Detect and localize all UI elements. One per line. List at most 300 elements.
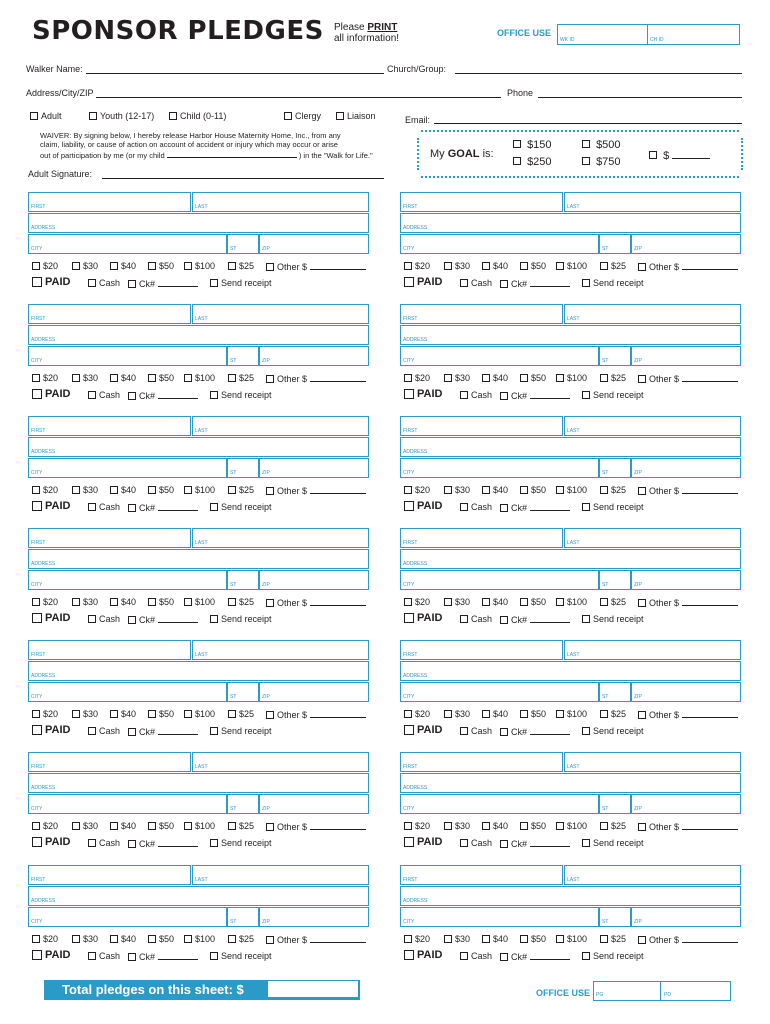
church-group-field[interactable]: [455, 73, 742, 74]
cash-checkbox[interactable]: [88, 951, 120, 961]
category-liaison[interactable]: [336, 111, 376, 121]
amount-25[interactable]: [228, 821, 254, 831]
check-checkbox[interactable]: [500, 726, 570, 737]
amount-40[interactable]: [110, 934, 136, 944]
check-checkbox[interactable]: [128, 951, 198, 962]
address-field[interactable]: [28, 213, 369, 233]
amount-50[interactable]: [148, 261, 174, 271]
amount-20[interactable]: [32, 821, 58, 831]
amount-30[interactable]: [444, 934, 470, 944]
amount-40[interactable]: [110, 373, 136, 383]
first-name-field[interactable]: [400, 865, 563, 885]
amount-30[interactable]: [444, 821, 470, 831]
amount-50[interactable]: [148, 709, 174, 719]
check-checkbox[interactable]: [500, 390, 570, 401]
amount-50[interactable]: [520, 821, 546, 831]
amount-other[interactable]: [266, 261, 366, 272]
amount-40[interactable]: [110, 709, 136, 719]
address-field[interactable]: [400, 886, 741, 906]
zip-field[interactable]: [631, 458, 741, 478]
address-field[interactable]: [400, 213, 741, 233]
amount-50[interactable]: [520, 261, 546, 271]
amount-100[interactable]: [184, 934, 215, 944]
state-field[interactable]: [599, 570, 631, 590]
amount-50[interactable]: [520, 373, 546, 383]
amount-100-label: $100: [195, 373, 216, 383]
amount-other[interactable]: [638, 485, 738, 496]
paid-checkbox[interactable]: [32, 949, 70, 961]
amount-100-label: $100: [195, 934, 216, 944]
amount-20[interactable]: [404, 373, 430, 383]
zip-field[interactable]: [259, 234, 369, 254]
check-number-field[interactable]: [158, 838, 198, 847]
state-field[interactable]: [599, 907, 631, 927]
check-checkbox[interactable]: [128, 502, 198, 513]
paid-checkbox[interactable]: [32, 724, 70, 736]
paid-checkbox[interactable]: [404, 388, 442, 400]
cash-checkbox[interactable]: [460, 390, 492, 400]
cash-checkbox[interactable]: [460, 502, 492, 512]
paid-checkbox[interactable]: [32, 388, 70, 400]
first-name-field[interactable]: [400, 416, 563, 436]
amount-20[interactable]: [404, 934, 430, 944]
state-field[interactable]: [599, 794, 631, 814]
goal-150[interactable]: [513, 139, 552, 151]
checkbox-icon: [500, 616, 508, 624]
amount-100[interactable]: [184, 597, 215, 607]
paid-checkbox[interactable]: [404, 836, 442, 848]
amount-50[interactable]: [520, 934, 546, 944]
address-field[interactable]: [28, 886, 369, 906]
first-name-field[interactable]: [28, 192, 191, 212]
check-number-field[interactable]: [158, 502, 198, 511]
state-field[interactable]: [599, 458, 631, 478]
checkbox-icon: [404, 389, 414, 399]
address-field[interactable]: [96, 97, 501, 98]
amount-100[interactable]: [556, 597, 587, 607]
cash-checkbox[interactable]: [88, 726, 120, 736]
first-name-field[interactable]: [400, 192, 563, 212]
first-name-field[interactable]: [400, 304, 563, 324]
phone-field[interactable]: [538, 97, 742, 98]
category-clergy[interactable]: [284, 111, 321, 121]
cash-checkbox[interactable]: [460, 614, 492, 624]
address-field[interactable]: [400, 549, 741, 569]
last-name-field[interactable]: [192, 304, 369, 324]
paid-checkbox[interactable]: [32, 836, 70, 848]
state-field[interactable]: [227, 234, 259, 254]
amount-100[interactable]: [184, 709, 215, 719]
amount-40[interactable]: [482, 261, 508, 271]
city-field[interactable]: [28, 458, 227, 478]
last-name-field[interactable]: [564, 640, 741, 660]
amount-25[interactable]: [600, 709, 626, 719]
amount-25[interactable]: [228, 709, 254, 719]
first-name-field[interactable]: [28, 528, 191, 548]
address-field[interactable]: [400, 661, 741, 681]
city-field[interactable]: [28, 794, 227, 814]
amount-50-label: $50: [159, 261, 175, 271]
amount-other[interactable]: [266, 934, 366, 945]
zip-field[interactable]: [631, 346, 741, 366]
amount-30[interactable]: [72, 934, 98, 944]
amount-other-field[interactable]: [682, 934, 738, 943]
first-name-field[interactable]: [28, 304, 191, 324]
send-receipt-checkbox[interactable]: [582, 951, 644, 961]
check-number-field[interactable]: [530, 726, 570, 735]
city-field[interactable]: [400, 458, 599, 478]
city-field[interactable]: [28, 570, 227, 590]
check-checkbox[interactable]: [128, 390, 198, 401]
amount-20[interactable]: [32, 934, 58, 944]
goal-750[interactable]: [582, 156, 621, 168]
amount-50[interactable]: [148, 821, 174, 831]
amount-50[interactable]: [520, 597, 546, 607]
amount-other-field[interactable]: [310, 934, 366, 943]
address-label: ADDRESS: [31, 225, 56, 231]
total-field[interactable]: [268, 981, 358, 997]
amount-30[interactable]: [72, 709, 98, 719]
amount-other[interactable]: [638, 709, 738, 720]
send-receipt-checkbox[interactable]: [210, 390, 272, 400]
zip-field[interactable]: [259, 907, 369, 927]
amount-30[interactable]: [72, 597, 98, 607]
city-field[interactable]: [400, 570, 599, 590]
email-field[interactable]: [434, 123, 742, 124]
send-receipt-checkbox[interactable]: [210, 614, 272, 624]
send-receipt-checkbox[interactable]: [210, 502, 272, 512]
send-receipt-checkbox[interactable]: [210, 838, 272, 848]
check-number-field[interactable]: [530, 502, 570, 511]
check-number-field[interactable]: [530, 951, 570, 960]
paid-checkbox[interactable]: [32, 500, 70, 512]
amount-100[interactable]: [556, 261, 587, 271]
child-name-field[interactable]: [167, 149, 297, 158]
first-name-field[interactable]: [400, 528, 563, 548]
first-name-field[interactable]: [28, 416, 191, 436]
amount-40[interactable]: [482, 597, 508, 607]
check-number-field[interactable]: [158, 278, 198, 287]
address-field[interactable]: [28, 437, 369, 457]
last-name-field[interactable]: [564, 304, 741, 324]
zip-field[interactable]: [631, 907, 741, 927]
paid-checkbox[interactable]: [404, 612, 442, 624]
check-number-field[interactable]: [158, 614, 198, 623]
amount-other-label: Other $: [649, 935, 680, 945]
cash-checkbox[interactable]: [88, 502, 120, 512]
amount-20[interactable]: [404, 821, 430, 831]
amount-other-field[interactable]: [682, 597, 738, 606]
city-field[interactable]: [400, 682, 599, 702]
amount-other-label: Other $: [277, 262, 308, 272]
state-field[interactable]: [599, 682, 631, 702]
send-receipt-checkbox[interactable]: [582, 390, 644, 400]
amount-20[interactable]: [32, 485, 58, 495]
zip-field[interactable]: [259, 458, 369, 478]
amount-40[interactable]: [482, 709, 508, 719]
check-number-field[interactable]: [530, 838, 570, 847]
checkbox-icon: [404, 374, 412, 382]
goal-500[interactable]: [582, 139, 621, 151]
amount-100[interactable]: [184, 485, 215, 495]
signature-field[interactable]: [102, 178, 384, 179]
amount-20[interactable]: [32, 709, 58, 719]
state-field[interactable]: [227, 570, 259, 590]
amount-40[interactable]: [482, 934, 508, 944]
send-receipt-checkbox[interactable]: [210, 726, 272, 736]
zip-field[interactable]: [631, 682, 741, 702]
paid-checkbox[interactable]: [404, 500, 442, 512]
city-field[interactable]: [400, 346, 599, 366]
check-number-field[interactable]: [530, 614, 570, 623]
amount-30[interactable]: [444, 261, 470, 271]
address-field[interactable]: [28, 773, 369, 793]
state-field[interactable]: [227, 682, 259, 702]
amount-other-field[interactable]: [682, 821, 738, 830]
category-child[interactable]: [169, 111, 226, 121]
state-field[interactable]: [599, 234, 631, 254]
cash-checkbox[interactable]: [460, 726, 492, 736]
amount-100[interactable]: [184, 373, 215, 383]
send-receipt-checkbox[interactable]: [210, 951, 272, 961]
amount-other[interactable]: [266, 821, 366, 832]
check-number-field[interactable]: [530, 278, 570, 287]
paid-checkbox[interactable]: [404, 724, 442, 736]
amount-20[interactable]: [32, 373, 58, 383]
send-receipt-checkbox[interactable]: [582, 278, 644, 288]
address-field[interactable]: [28, 325, 369, 345]
amount-25[interactable]: [600, 373, 626, 383]
check-checkbox[interactable]: [500, 614, 570, 625]
amount-20[interactable]: [404, 597, 430, 607]
first-name-field[interactable]: [28, 752, 191, 772]
walker-name-field[interactable]: [86, 73, 384, 74]
amount-100[interactable]: [184, 821, 215, 831]
amount-25[interactable]: [228, 597, 254, 607]
checkbox-icon: [110, 374, 118, 382]
city-field[interactable]: [28, 682, 227, 702]
first-name-field[interactable]: [28, 865, 191, 885]
zip-field[interactable]: [631, 234, 741, 254]
city-field[interactable]: [28, 907, 227, 927]
first-name-field[interactable]: [400, 640, 563, 660]
amount-100[interactable]: [556, 373, 587, 383]
last-name-field[interactable]: [564, 416, 741, 436]
cash-checkbox[interactable]: [460, 951, 492, 961]
amount-other-field[interactable]: [310, 373, 366, 382]
last-name-field[interactable]: [192, 416, 369, 436]
amount-50[interactable]: [148, 934, 174, 944]
amount-30[interactable]: [444, 709, 470, 719]
check-checkbox[interactable]: [128, 838, 198, 849]
amount-other[interactable]: [638, 261, 738, 272]
goal-other-field[interactable]: [672, 150, 710, 159]
check-checkbox[interactable]: [500, 838, 570, 849]
amount-other-field[interactable]: [682, 261, 738, 270]
amount-50[interactable]: [148, 373, 174, 383]
amount-30[interactable]: [72, 485, 98, 495]
amount-25[interactable]: [600, 934, 626, 944]
amount-other-field[interactable]: [682, 485, 738, 494]
amount-other-field[interactable]: [310, 261, 366, 270]
amount-50[interactable]: [520, 485, 546, 495]
city-field[interactable]: [400, 794, 599, 814]
last-name-field[interactable]: [192, 640, 369, 660]
check-checkbox[interactable]: [128, 278, 198, 289]
first-name-field[interactable]: [28, 640, 191, 660]
amount-20[interactable]: [404, 709, 430, 719]
address-field[interactable]: [400, 325, 741, 345]
amount-other-field[interactable]: [310, 709, 366, 718]
address-field[interactable]: [28, 549, 369, 569]
amount-100[interactable]: [556, 709, 587, 719]
city-label: CITY: [403, 694, 415, 700]
goal-other[interactable]: [649, 150, 710, 162]
amount-100[interactable]: [556, 934, 587, 944]
send-receipt-checkbox[interactable]: [582, 614, 644, 624]
first-name-field[interactable]: [400, 752, 563, 772]
category-youth[interactable]: [89, 111, 154, 121]
state-field[interactable]: [227, 346, 259, 366]
amount-25[interactable]: [228, 373, 254, 383]
first-label: FIRST: [31, 764, 46, 770]
city-field[interactable]: [28, 234, 227, 254]
zip-field[interactable]: [259, 794, 369, 814]
amount-25[interactable]: [228, 485, 254, 495]
check-checkbox[interactable]: [500, 951, 570, 962]
last-name-field[interactable]: [564, 865, 741, 885]
zip-field[interactable]: [631, 794, 741, 814]
amount-other[interactable]: [638, 934, 738, 945]
amount-25[interactable]: [600, 597, 626, 607]
zip-field[interactable]: [259, 682, 369, 702]
check-checkbox[interactable]: [500, 502, 570, 513]
amount-40[interactable]: [110, 261, 136, 271]
amount-40[interactable]: [110, 485, 136, 495]
amount-other-field[interactable]: [682, 373, 738, 382]
goal-250[interactable]: [513, 156, 552, 168]
state-field[interactable]: [227, 794, 259, 814]
amount-30[interactable]: [72, 261, 98, 271]
send-receipt-checkbox[interactable]: [582, 838, 644, 848]
cash-checkbox[interactable]: [460, 278, 492, 288]
check-number-field[interactable]: [158, 951, 198, 960]
amount-other[interactable]: [266, 373, 366, 384]
send-receipt-checkbox[interactable]: [210, 278, 272, 288]
amount-other[interactable]: [266, 485, 366, 496]
amount-50[interactable]: [148, 597, 174, 607]
cash-checkbox[interactable]: [88, 838, 120, 848]
last-name-field[interactable]: [192, 192, 369, 212]
amount-20[interactable]: [32, 261, 58, 271]
check-checkbox[interactable]: [128, 614, 198, 625]
amount-40[interactable]: [482, 485, 508, 495]
amount-100[interactable]: [184, 261, 215, 271]
category-adult[interactable]: [30, 111, 62, 121]
state-field[interactable]: [227, 458, 259, 478]
zip-field[interactable]: [259, 570, 369, 590]
amount-30-label: $30: [83, 934, 99, 944]
check-checkbox[interactable]: [500, 278, 570, 289]
address-field[interactable]: [28, 661, 369, 681]
amount-30[interactable]: [72, 373, 98, 383]
send-receipt-checkbox[interactable]: [582, 726, 644, 736]
amount-other-field[interactable]: [682, 709, 738, 718]
amount-other-field[interactable]: [310, 597, 366, 606]
amount-30[interactable]: [72, 821, 98, 831]
address-field[interactable]: [400, 773, 741, 793]
state-field[interactable]: [599, 346, 631, 366]
amount-40[interactable]: [110, 821, 136, 831]
amount-40[interactable]: [110, 597, 136, 607]
state-field[interactable]: [227, 907, 259, 927]
last-name-field[interactable]: [192, 528, 369, 548]
last-name-field[interactable]: [564, 528, 741, 548]
office-use-fields-bottom[interactable]: [593, 981, 731, 1001]
last-name-field[interactable]: [564, 752, 741, 772]
zip-field[interactable]: [259, 346, 369, 366]
office-use-fields[interactable]: [557, 24, 740, 45]
cash-checkbox[interactable]: [88, 614, 120, 624]
cash-checkbox[interactable]: [88, 390, 120, 400]
amount-other[interactable]: [266, 709, 366, 720]
amount-30[interactable]: [444, 485, 470, 495]
amount-25[interactable]: [228, 261, 254, 271]
check-number-field[interactable]: [158, 726, 198, 735]
last-name-field[interactable]: [564, 192, 741, 212]
amount-100[interactable]: [556, 821, 587, 831]
amount-other[interactable]: [638, 821, 738, 832]
zip-field[interactable]: [631, 570, 741, 590]
amount-25[interactable]: [228, 934, 254, 944]
amount-100[interactable]: [556, 485, 587, 495]
send-receipt-checkbox[interactable]: [582, 502, 644, 512]
paid-checkbox[interactable]: [32, 276, 70, 288]
city-field[interactable]: [400, 234, 599, 254]
amount-20[interactable]: [404, 261, 430, 271]
amount-50[interactable]: [520, 709, 546, 719]
last-name-field[interactable]: [192, 752, 369, 772]
address-field[interactable]: [400, 437, 741, 457]
amount-other[interactable]: [266, 597, 366, 608]
cash-checkbox[interactable]: [460, 838, 492, 848]
amount-20[interactable]: [404, 485, 430, 495]
amount-40[interactable]: [482, 821, 508, 831]
amount-other[interactable]: [638, 373, 738, 384]
amount-30[interactable]: [444, 597, 470, 607]
amount-50[interactable]: [148, 485, 174, 495]
check-number-field[interactable]: [158, 390, 198, 399]
cash-checkbox[interactable]: [88, 278, 120, 288]
amount-other-field[interactable]: [310, 485, 366, 494]
amount-40[interactable]: [482, 373, 508, 383]
amount-other-field[interactable]: [310, 821, 366, 830]
paid-checkbox[interactable]: [404, 276, 442, 288]
city-field[interactable]: [28, 346, 227, 366]
last-name-field[interactable]: [192, 865, 369, 885]
paid-checkbox[interactable]: [32, 612, 70, 624]
amount-20[interactable]: [32, 597, 58, 607]
check-checkbox[interactable]: [128, 726, 198, 737]
amount-30[interactable]: [444, 373, 470, 383]
amount-other[interactable]: [638, 597, 738, 608]
paid-checkbox[interactable]: [404, 949, 442, 961]
amount-25[interactable]: [600, 485, 626, 495]
amount-25[interactable]: [600, 261, 626, 271]
city-field[interactable]: [400, 907, 599, 927]
check-number-field[interactable]: [530, 390, 570, 399]
amount-25[interactable]: [600, 821, 626, 831]
